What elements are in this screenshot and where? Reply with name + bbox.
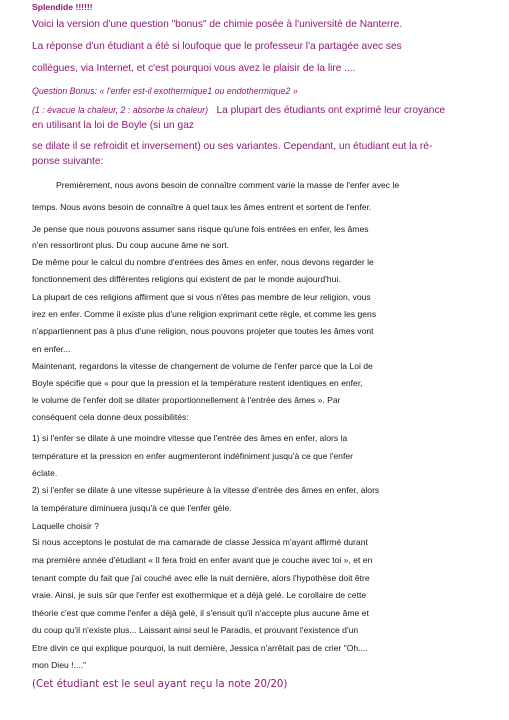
answer-line-5: De même pour le calcul du nombre d'entrées des âmes en enfer, nous devons regarder le (32, 257, 374, 267)
answer-line-1: Premièrement, nous avons besoin de connaître comment varie la masse de l'enfer avec le (56, 180, 400, 190)
context-line-2: en utilisant la loi de Boyle (si un gaz (32, 120, 194, 131)
answer-line-18: 2) si l'enfer se dilate à une vitesse supérieure à la vitesse d'entrée des âmes en enfer, alors (32, 485, 380, 495)
document-title: Splendide !!!!!! (32, 2, 93, 12)
context-line-1: La plupart des étudiants ont exprimé leur croyance (216, 105, 446, 116)
answer-line-27: Etre divin ce qui explique pourquoi, la nuit dernière, Jessica n'arrêtait pas de crier "Oh.... (32, 643, 368, 653)
answer-line-2: temps. Nous avons besoin de connaître à quel taux les âmes entrent et sortent de l'enfer. (32, 202, 372, 212)
answer-line-11: Maintenant, regardons la vitesse de changement de volume de l'enfer parce que la Loi de (32, 361, 373, 371)
context-line-3: se dilate il se refroidit et inversement) ou ses variantes. Cependant, un étudiant eut la ré- (32, 141, 433, 152)
intro-line-2: La réponse d'un étudiant a été si loufoque que le professeur l'a partagée avec ses (32, 41, 402, 52)
heat-legend-note: (1 : évacue la chaleur, 2 : absorbe la chaleur) (32, 105, 209, 115)
answer-line-20: Laquelle choisir ? (32, 521, 99, 531)
answer-line-26: du coup qu'il n'existe plus... Laissant ainsi seul le Paradis, et prouvant l'existence d'un (32, 625, 359, 635)
answer-line-10: en enfer... (32, 344, 71, 354)
answer-line-23: tenant compte du fait que j'ai couché avec elle la nuit dernière, alors l'hypothèse doit être (32, 573, 370, 583)
answer-line-22: ma première année d'étudiant « Il fera froid en enfer avant que je couche avec toi », et en (32, 555, 373, 565)
intro-line-3: collègues, via Internet, et c'est pourquoi vous avez le plaisir de la lire .... (32, 63, 356, 74)
answer-line-9: n'appartiennent pas à plus d'une religion, nous pouvons projeter que toutes les âmes vont (32, 326, 374, 336)
context-line-4: ponse suivante: (32, 156, 104, 167)
answer-line-19: la température diminuera jusqu'à ce que l'enfer gèle. (32, 503, 232, 513)
answer-line-24: vraie. Ainsi, je suis sûr que l'enfer est exothermique et a déjà gelé. Le corollaire de cette (32, 590, 367, 600)
answer-line-25: théorie c'est que comme l'enfer a déjà gelé, il s'ensuit qu'il n'accepte plus aucune âme et (32, 608, 369, 618)
answer-line-6: fonctionnement des différentes religions qui existent de par le monde aujourd'hui. (32, 274, 341, 284)
answer-line-13: le volume de l'enfer doit se dilater proportionnellement à l'entrée des âmes ». Par (32, 395, 341, 405)
answer-line-12: Boyle spécifie que « pour que la pression et la température restent identiques en enfer, (32, 378, 363, 388)
context-first-line (32, 105, 445, 116)
answer-line-14: conséquent cela donne deux possibilités: (32, 412, 189, 422)
answer-line-16: température et la pression en enfer augmenteront indéfiniment jusqu'à ce que l'enfer (32, 451, 353, 461)
answer-line-15: 1) si l'enfer se dilate à une moindre vitesse que l'entrée des âmes en enfer, alors la (32, 433, 348, 443)
answer-line-21: Si nous acceptons le postulat de ma camarade de classe Jessica m'ayant affirmé durant (32, 537, 368, 547)
bonus-question: Question Bonus: « l'enfer est-il exothermique1 ou endothermique2 » (32, 86, 298, 96)
answer-line-3: Je pense que nous pouvons assumer sans risque qu'une fois entrées en enfer, les âmes (32, 224, 369, 234)
answer-line-4: n'en ressortiront plus. Du coup aucune âme ne sort. (32, 240, 230, 250)
intro-line-1: Voici la version d'une question "bonus" de chimie posée à l'université de Nanterre. (32, 19, 403, 30)
closing-note: (Cet étudiant est le seul ayant reçu la note 20/20) (32, 679, 288, 690)
answer-line-7: La plupart de ces religions affirment que si vous n'êtes pas membre de leur religion, vous (32, 292, 371, 302)
answer-line-8: irez en enfer. Comme il existe plus d'une religion exprimant cette règle, et comme les gens (32, 309, 377, 319)
answer-line-17: éclate. (32, 468, 58, 478)
answer-line-28: mon Dieu !...." (32, 660, 87, 670)
